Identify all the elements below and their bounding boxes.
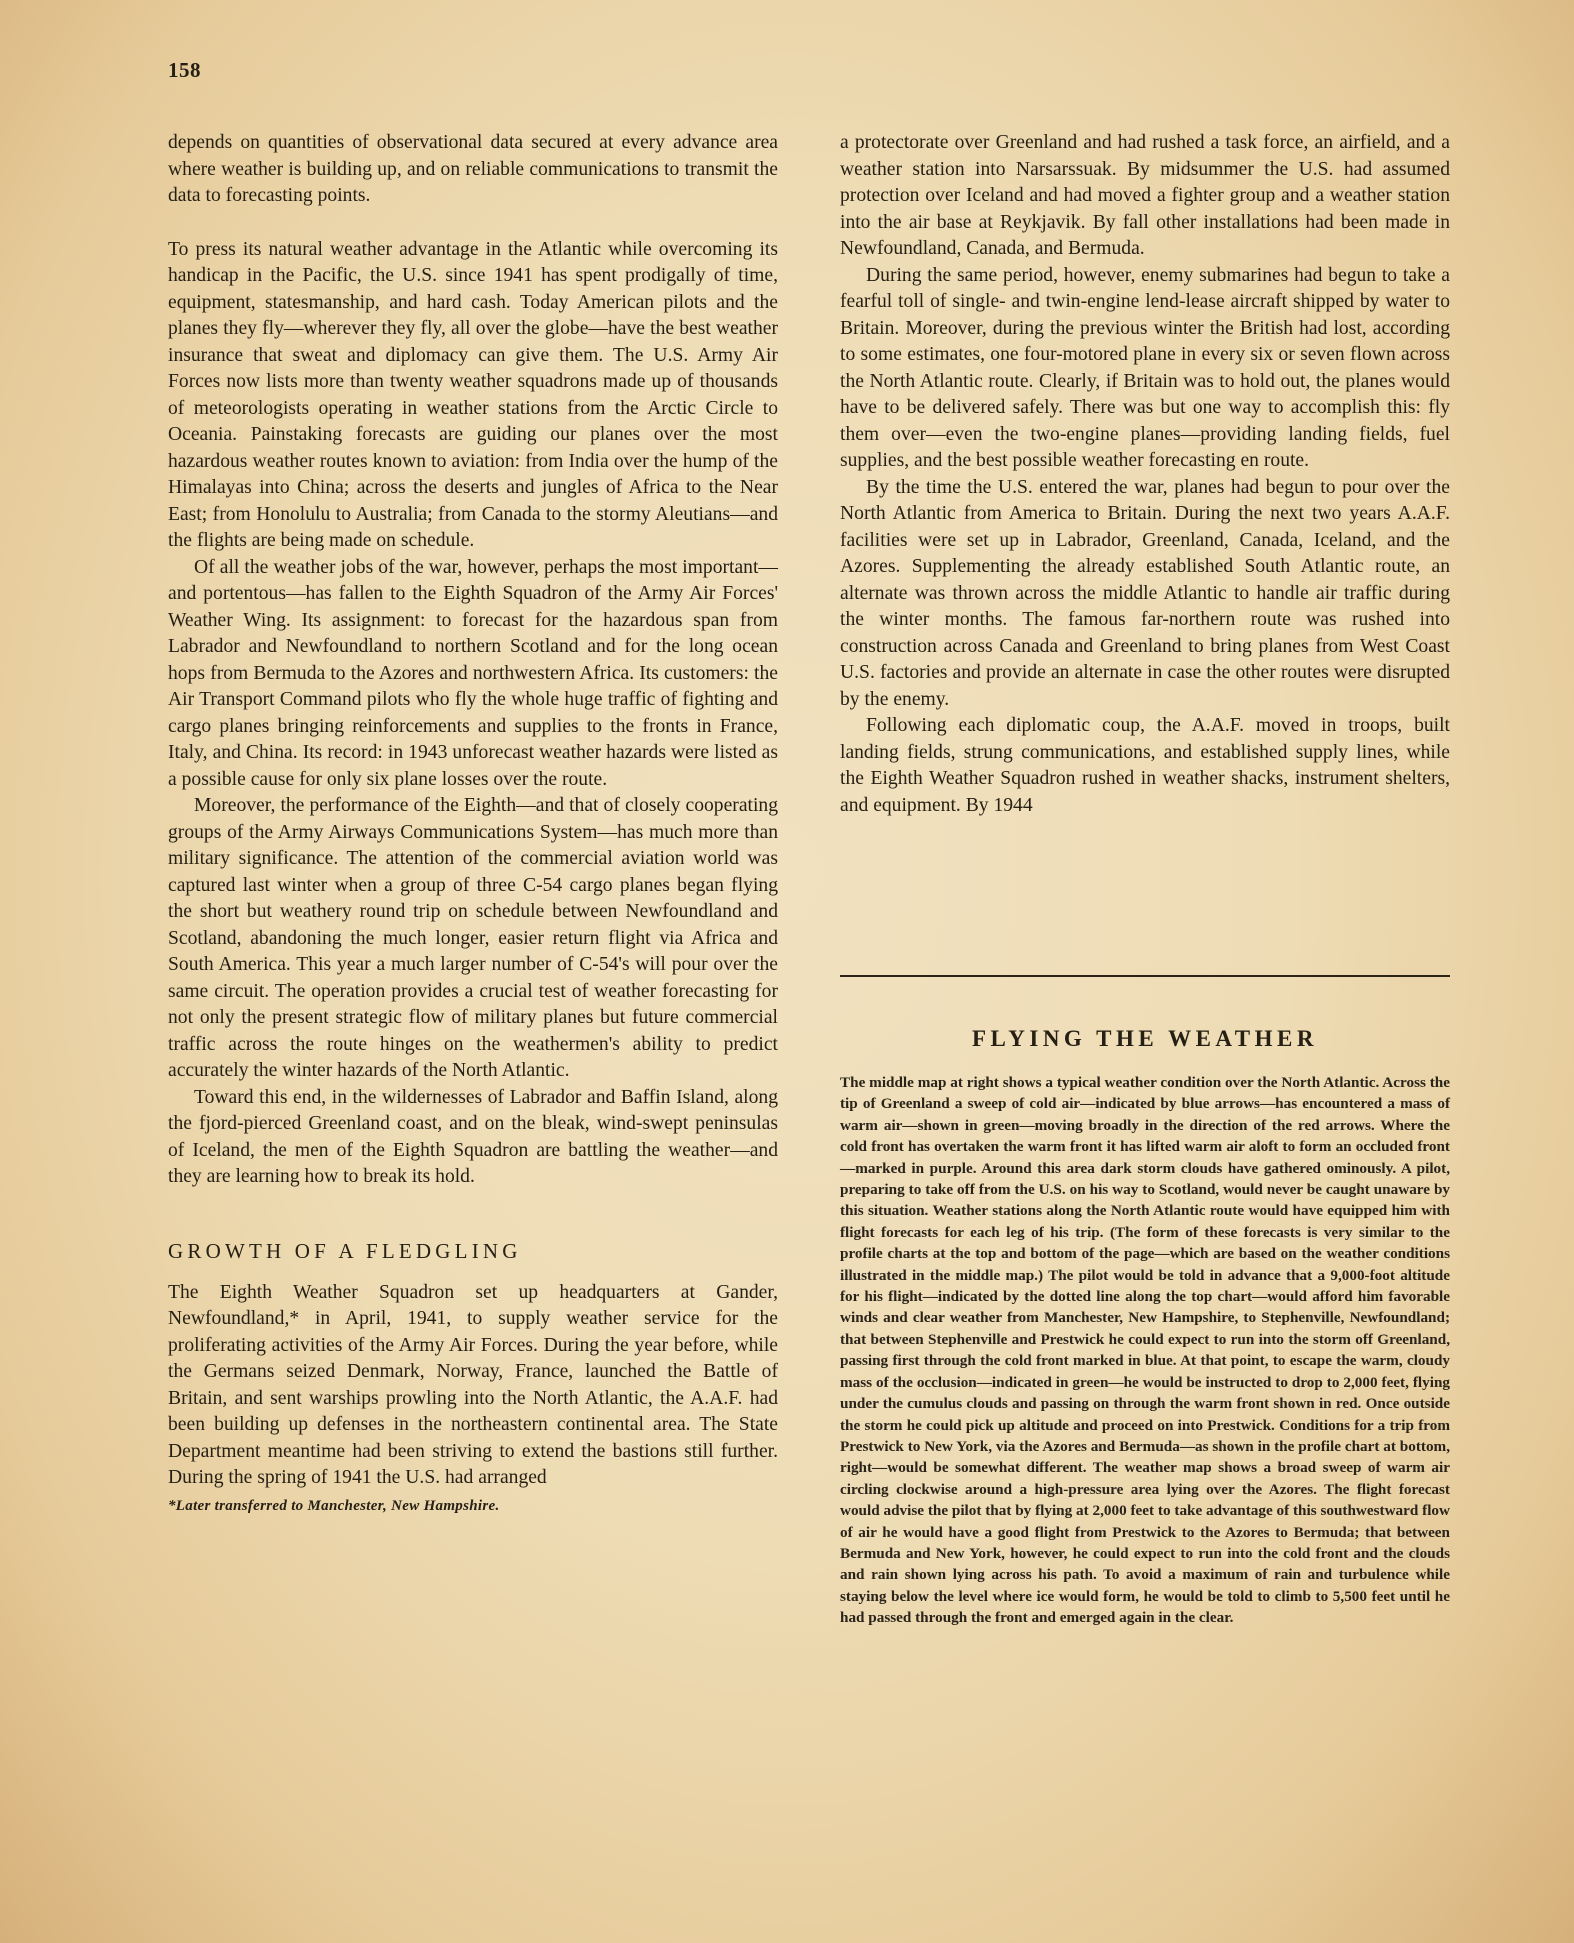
right-column [840, 130, 1450, 819]
page-number: 158 [168, 58, 201, 82]
sidebar-title: FLYING THE WEATHER [971, 1026, 1318, 1051]
section-divider [840, 975, 1450, 977]
left-column [168, 130, 778, 1515]
body-paragraph: Toward this end, in the wildernesses of Labrador and Baffin Island, along the fjord-pierced Greenland coast, and on the bleak, wind-swept peninsulas of Iceland, the men of the Eighth Squadron are battling the weather—and they are learning how to break its hold. [168, 1086, 778, 1187]
body-paragraph: To press its natural weather advantage in the Atlantic while overcoming its handicap in the Pacific, the U.S. since 1941 has spent prodigally of time, equipment, statesmanship, and hard cash. Today American pilots and the planes they fly—wherever they fly, all over the globe—have the best weather insurance that sweat and diplomacy can give them. The U.S. Army Air Forces now lists more than twenty weather squadrons made up of thousands of meteorologists operating in weather stations from the Arctic Circle to Oceania. Painstaking forecasts are guiding our planes over the most hazardous weather routes known to aviation: from India over the hump of the Himalayas into China; across the deserts and jungles of Africa to the Near East; from Honolulu to Australia; from Canada to the stormy Aleutians—and the flights are being made on schedule. [168, 238, 778, 551]
body-paragraph: Of all the weather jobs of the war, however, perhaps the most important—and portentous—has fallen to the Eighth Squadron of the Army Air Forces' Weather Wing. Its assignment: to forecast for the hazardous span from Labrador and Newfoundland to northern Scotland and for the long ocean hops from Bermuda to the Azores and northwestern Africa. Its customers: the Air Transport Command pilots who fly the whole huge traffic of fighting and cargo planes bringing reinforcements and supplies to the fronts in France, Italy, and China. Its record: in 1943 unforecast weather hazards were listed as a possible cause for only six plane losses over the route. [168, 556, 778, 790]
sidebar-box [840, 1026, 1450, 1629]
section-paragraph: The Eighth Weather Squadron set up headquarters at Gander, Newfoundland,* in April, 1941, to supply weather service for the proliferating activities of the Army Air Forces. During the year before, while the Germans seized Denmark, Norway, France, launched the Battle of Britain, and sent warships prowling into the North Atlantic, the A.A.F. had been building up defenses in the northeastern continental area. The State Department meantime had been striving to extend the bastions still further. During the spring of 1941 the U.S. had arranged [168, 1281, 778, 1488]
section-heading: GROWTH OF A FLEDGLING [168, 1238, 522, 1263]
body-paragraph: Following each diplomatic coup, the A.A.F. moved in troops, built landing fields, strung communications, and established supply lines, while the Eighth Weather Squadron rushed in weather shacks, instrument shelters, and equipment. By 1944 [840, 715, 1450, 816]
body-paragraph: depends on quantities of observational data secured at every advance area where weather is building up, and on reliable communications to transmit the data to forecasting points. [168, 132, 778, 206]
body-paragraph: a protectorate over Greenland and had rushed a task force, an airfield, and a weather station into Narsarssuak. By midsummer the U.S. had assumed protection over Iceland and had moved a fighter group and a weather station into the air base at Reykjavik. By fall other installations had been made in Newfoundland, Canada, and Bermuda. [840, 132, 1450, 259]
footnote: *Later transferred to Manchester, New Hampshire. [168, 1497, 500, 1514]
body-paragraph: By the time the U.S. entered the war, planes had begun to pour over the North Atlantic from America to Britain. During the next two years A.A.F. facilities were set up in Labrador, Greenland, Canada, Iceland, and the Azores. Supplementing the already established South Atlantic route, an alternate was thrown across the middle Atlantic to handle air traffic during the winter months. The famous far-northern route was rushed into construction across Canada and Greenland to bring planes from West Coast U.S. factories and provide an alternate in case the other routes were disrupted by the enemy. [840, 476, 1450, 710]
sidebar-text: The middle map at right shows a typical weather condition over the North Atlantic. Across the tip of Greenland a sweep of cold air—indicated by blue arrows—has encountered a mass of warm air—shown in green—moving broadly in the direction of the red arrows. Where the cold front has overtaken the warm front it has lifted warm air aloft to form an occluded front—marked in purple. Around this area dark storm clouds have gathered ominously. A pilot, preparing to take off from the U.S. on his way to Scotland, would never be caught unaware by this situation. Weather stations along the North Atlantic route would have equipped him with flight forecasts for each leg of his trip. (The form of these forecasts is very similar to the profile charts at the top and bottom of the page—which are based on the weather conditions illustrated in the middle map.) The pilot would be told in advance that a 9,000-foot altitude for his flight—indicated by the dotted line along the top chart—would afford him favorable winds and clear weather from Manchester, New Hampshire, to Stephenville, Newfoundland; that between Stephenville and Prestwick he could expect to run into the storm off Greenland, passing first through the cold front marked in blue. At that point, to escape the warm, cloudy mass of the occlusion—indicated in green—he would be instructed to drop to 2,000 feet, flying under the cumulus clouds and passing on through the warm front shown in red. Once outside the storm he could pick up altitude and proceed on into Prestwick. Conditions for a trip from Prestwick to New York, via the Azores and Bermuda—as shown in the profile chart at bottom, right—would be somewhat different. The weather map shows a broad sweep of warm air circling clockwise around a high-pressure area lying over the Azores. The flight forecast would advise the pilot that by flying at 2,000 feet to take advantage of this southwestward flow of air he would have a good flight from Prestwick to the Azores to Bermuda; that between Bermuda and New York, however, he could expect to run into the cold front and the clouds and rain shown lying across his path. To avoid a maximum of rain and turbulence while staying below the level where ice would form, he would be told to climb to 5,500 feet until he had passed through the front and emerged again in the clear. [840, 1074, 1450, 1627]
body-paragraph: During the same period, however, enemy submarines had begun to take a fearful toll of single- and twin-engine lend-lease aircraft shipped by water to Britain. Moreover, during the previous winter the British had lost, according to some estimates, one four-motored plane in every six or seven flown across the North Atlantic route. Clearly, if Britain was to hold out, the planes would have to be delivered safely. There was but one way to accomplish this: fly them over—even the two-engine planes—providing landing fields, fuel supplies, and the best possible weather forecasting en route. [840, 264, 1450, 471]
body-paragraph: Moreover, the performance of the Eighth—and that of closely cooperating groups of the Army Airways Communications System—has much more than military significance. The attention of the commercial aviation world was captured last winter when a group of three C-54 cargo planes began flying the short but weathery round trip on schedule between Newfoundland and Scotland, abandoning the much longer, easier return flight via Africa and South America. This year a much larger number of C-54's will pour over the same circuit. The operation provides a crucial test of weather forecasting for not only the present strategic flow of military planes but future commercial traffic across the route hinges on the weathermen's ability to predict accurately the winter hazards of the North Atlantic. [168, 795, 778, 1081]
